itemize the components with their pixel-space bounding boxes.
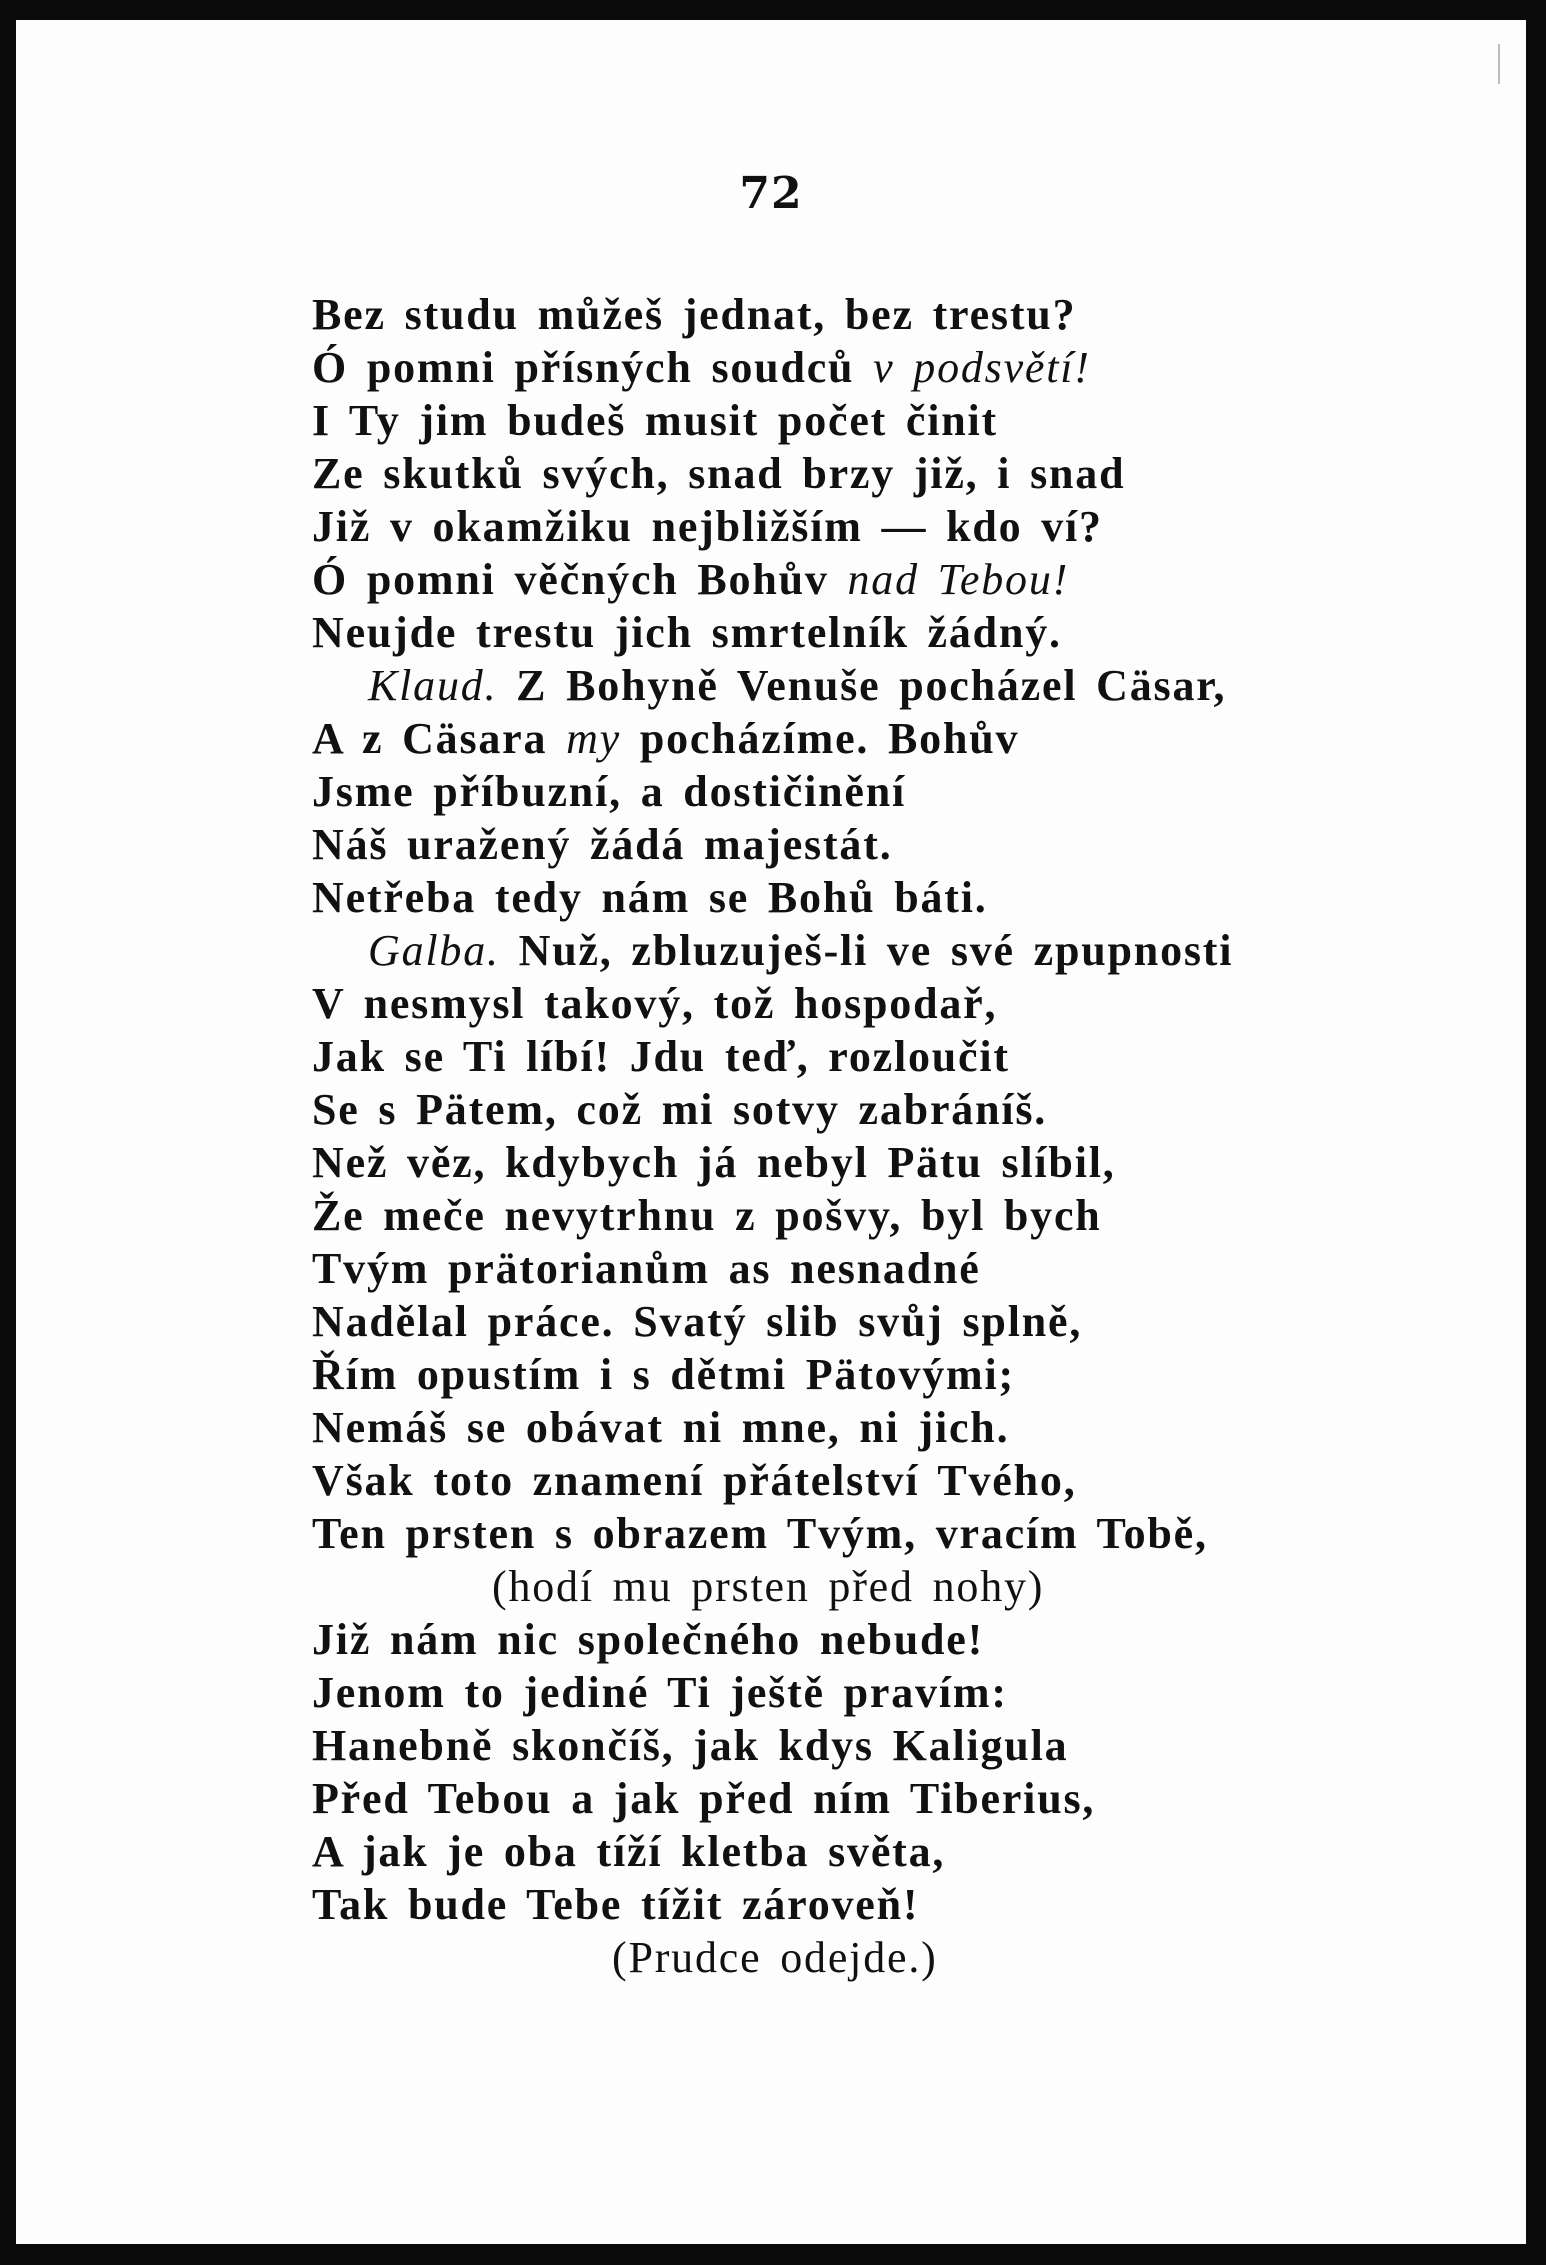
- italic-text: Galba.: [368, 926, 500, 975]
- stage-direction: [312, 1931, 1312, 1984]
- verse-line: [312, 1295, 1312, 1348]
- line-text: Neujde trestu jich smrtelník žádný.: [312, 608, 1062, 657]
- italic-text: my: [566, 714, 622, 763]
- verse-line: [312, 1030, 1312, 1083]
- verse-line: [312, 606, 1312, 659]
- line-text: Náš uražený žádá majestát.: [312, 820, 893, 869]
- line-text: (hodí mu prsten před nohy): [492, 1562, 1045, 1611]
- line-text: Nuž, zbluzuješ-li ve své zpupnosti: [499, 926, 1234, 975]
- line-text: Z Bohyně Venuše pocházel Cäsar,: [497, 661, 1227, 710]
- verse-line: [312, 1666, 1312, 1719]
- line-text: Ó pomni věčných Bohův: [312, 555, 848, 604]
- verse-line: [312, 1189, 1312, 1242]
- line-text: Tak bude Tebe tížit zároveň!: [312, 1880, 920, 1929]
- verse-line: [312, 1348, 1312, 1401]
- line-text: Ó pomni přísných soudců: [312, 343, 874, 392]
- verse-line: [312, 1242, 1312, 1295]
- line-text: A z Cäsara: [312, 714, 567, 763]
- verse-line: [312, 712, 1312, 765]
- line-text: Tvým prätorianům as nesnadné: [312, 1244, 981, 1293]
- line-text: Než věz, kdybych já nebyl Pätu slíbil,: [312, 1138, 1116, 1187]
- verse-line: [312, 1083, 1312, 1136]
- line-text: Nadělal práce. Svatý slib svůj splně,: [312, 1297, 1083, 1346]
- line-text: Bez studu můžeš jednat, bez trestu?: [312, 290, 1077, 339]
- italic-text: Klaud.: [368, 661, 498, 710]
- verse-line: [312, 1825, 1312, 1878]
- verse-line: [312, 818, 1312, 871]
- line-text: A jak je oba tíží kletba světa,: [312, 1827, 946, 1876]
- stage-direction: [312, 1560, 1312, 1613]
- line-text: I Ty jim budeš musit počet činit: [312, 396, 999, 445]
- verse-line: [312, 765, 1312, 818]
- italic-text: nad Tebou!: [847, 555, 1070, 604]
- line-text: Že meče nevytrhnu z pošvy, byl bych: [312, 1191, 1102, 1240]
- line-text: Nemáš se obávat ni mne, ni jich.: [312, 1403, 1010, 1452]
- line-text: Ten prsten s obrazem Tvým, vracím Tobě,: [312, 1509, 1208, 1558]
- verse-line: [312, 288, 1312, 341]
- verse-text: [312, 288, 1312, 1984]
- line-text: Se s Pätem, což mi sotvy zabráníš.: [312, 1085, 1048, 1134]
- page-number: 72: [739, 168, 803, 219]
- line-text: Jak se Ti líbí! Jdu teď, rozloučit: [312, 1032, 1010, 1081]
- line-text: Netřeba tedy nám se Bohů báti.: [312, 873, 988, 922]
- italic-text: v podsvětí!: [873, 343, 1091, 392]
- line-text: Již v okamžiku nejbližším — kdo ví?: [312, 502, 1103, 551]
- line-text: Ze skutků svých, snad brzy již, i snad: [312, 449, 1126, 498]
- verse-line: [312, 1878, 1312, 1931]
- verse-line: [312, 1613, 1312, 1666]
- speaker-line: [312, 924, 1312, 977]
- verse-line: [312, 447, 1312, 500]
- verse-line: [312, 1454, 1312, 1507]
- book-page: [16, 20, 1526, 2244]
- line-text: Řím opustím i s dětmi Pätovými;: [312, 1350, 1015, 1399]
- verse-line: [312, 1401, 1312, 1454]
- scan-edge-mark: [1498, 44, 1500, 84]
- line-text: pocházíme. Bohův: [621, 714, 1020, 763]
- verse-line: [312, 1136, 1312, 1189]
- line-text: (Prudce odejde.): [612, 1933, 938, 1982]
- line-text: Již nám nic společného nebude!: [312, 1615, 985, 1664]
- line-text: Jenom to jediné Ti ještě pravím:: [312, 1668, 1008, 1717]
- line-text: Jsme příbuzní, a dostičinění: [312, 767, 907, 816]
- verse-line: [312, 1772, 1312, 1825]
- verse-line: [312, 1507, 1312, 1560]
- verse-line: [312, 500, 1312, 553]
- verse-line: [312, 553, 1312, 606]
- verse-line: [312, 977, 1312, 1030]
- speaker-line: [312, 659, 1312, 712]
- verse-line: [312, 1719, 1312, 1772]
- line-text: Hanebně skončíš, jak kdys Kaligula: [312, 1721, 1069, 1770]
- verse-line: [312, 394, 1312, 447]
- verse-line: [312, 341, 1312, 394]
- verse-line: [312, 871, 1312, 924]
- line-text: Před Tebou a jak před ním Tiberius,: [312, 1774, 1096, 1823]
- line-text: Však toto znamení přátelství Tvého,: [312, 1456, 1077, 1505]
- line-text: V nesmysl takový, tož hospodař,: [312, 979, 998, 1028]
